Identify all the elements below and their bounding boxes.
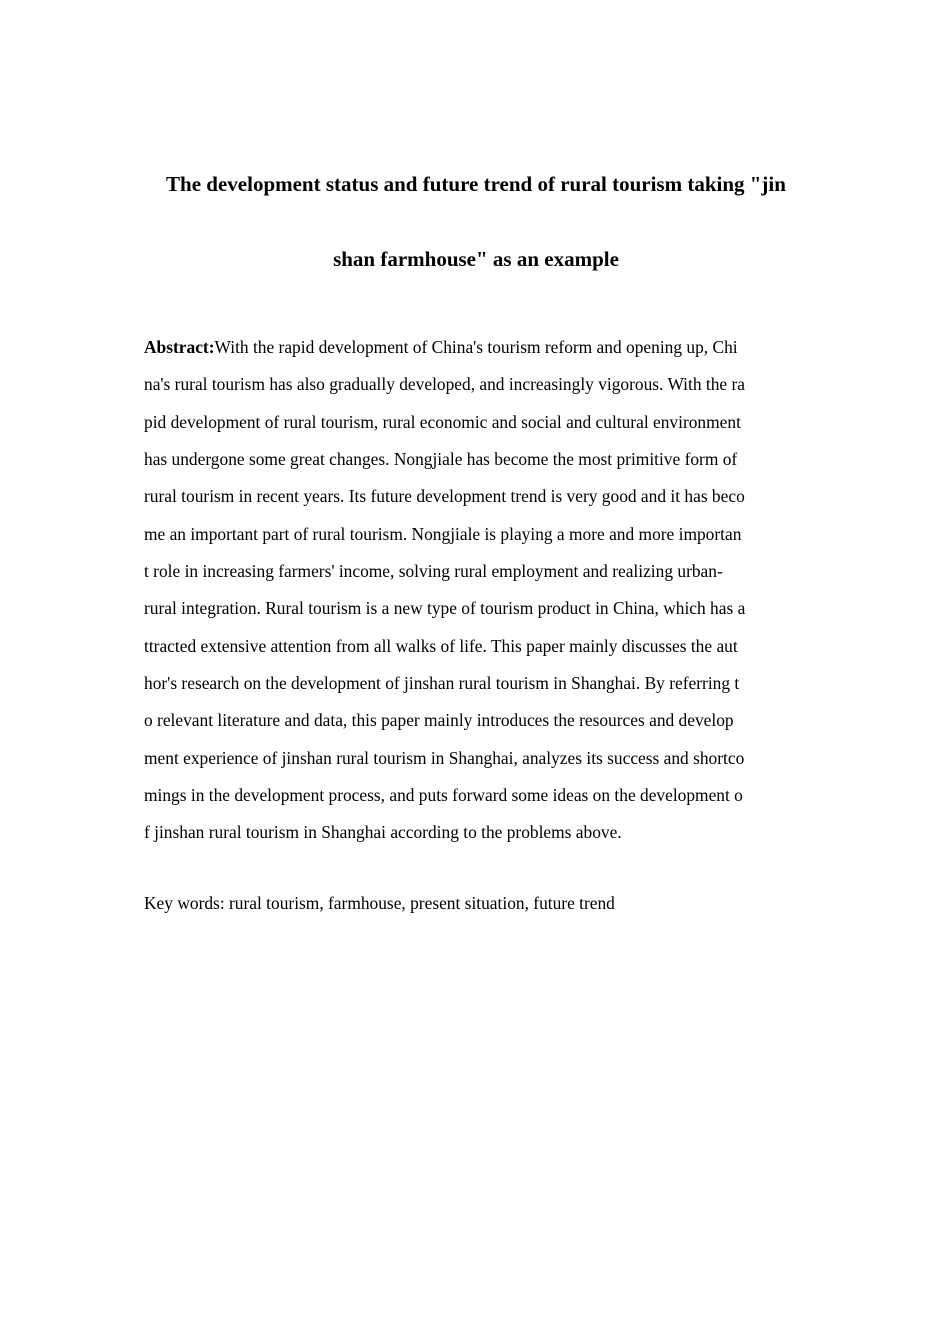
abstract-line: f jinshan rural tourism in Shanghai according to the problems above. [144,822,622,843]
abstract-line: ttracted extensive attention from all walks of life. This paper mainly discusses the aut [144,635,738,656]
abstract-line: t role in increasing farmers' income, solving rural employment and realizing urban- [144,561,723,582]
abstract-line [144,333,814,370]
abstract-line: pid development of rural tourism, rural economic and social and cultural environment [144,411,741,432]
abstract-line: na's rural tourism has also gradually developed, and increasingly vigorous. With the ra [144,374,745,395]
abstract-line: mings in the development process, and puts forward some ideas on the development o [144,785,743,806]
document-title-line-1: The development status and future trend of rural tourism taking "jin [166,172,786,196]
abstract-section [144,333,814,856]
document-title-line-2: shan farmhouse" as an example [333,247,619,271]
abstract-line: rural integration. Rural tourism is a new type of tourism product in China, which has a [144,598,746,619]
abstract-text: With the rapid development of China's tourism reform and opening up, Chi [214,337,738,357]
abstract-line: has undergone some great changes. Nongjiale has become the most primitive form of [144,449,738,470]
abstract-line: o relevant literature and data, this paper mainly introduces the resources and develop [144,710,734,731]
abstract-line: ment experience of jinshan rural tourism in Shanghai, analyzes its success and shortco [144,747,745,768]
keywords: Key words: rural tourism, farmhouse, present situation, future trend [144,893,615,913]
abstract-line: hor's research on the development of jinshan rural tourism in Shanghai. By referring t [144,673,740,694]
abstract-label: Abstract: [144,337,215,357]
abstract-line: rural tourism in recent years. Its future development trend is very good and it has beco [144,486,745,507]
abstract-line: me an important part of rural tourism. Nongjiale is playing a more and more importan [144,523,742,544]
